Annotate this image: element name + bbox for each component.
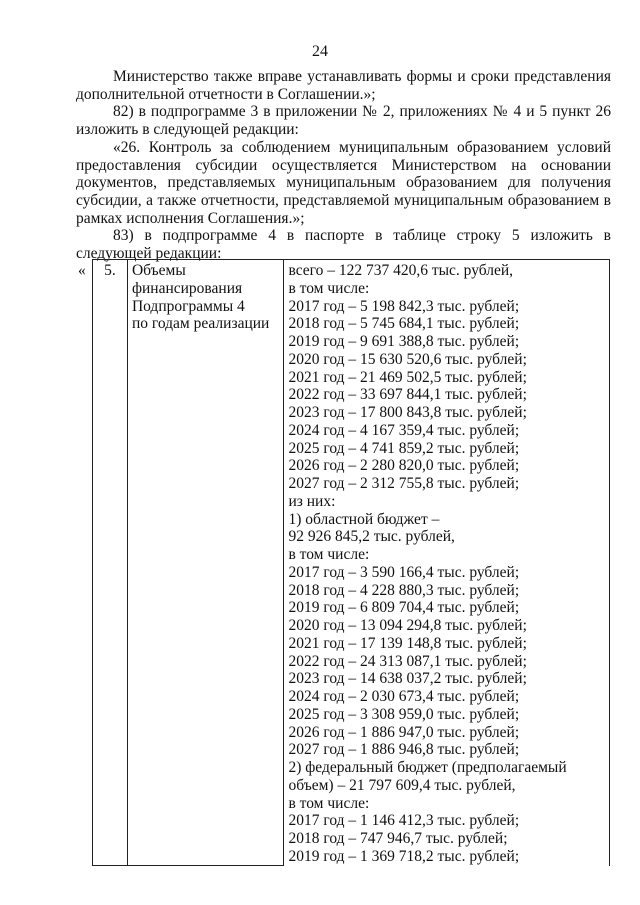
body-text [76,68,611,263]
row-value-cell [284,260,610,866]
value-line: объем) – 21 797 609,4 тыс. рублей, [288,776,516,794]
value-line: 2026 год – 1 886 947,0 тыс. рублей; [288,723,520,741]
value-line: 2022 год – 33 697 844,1 тыс. рублей; [288,386,527,404]
value-line: 2021 год – 21 469 502,5 тыс. рублей; [288,368,527,386]
value-line: 2019 год – 1 369 718,2 тыс. рублей; [288,847,520,865]
row-label-cell [127,260,284,866]
opening-quote-mark: « [78,262,86,279]
value-line: 2019 год – 6 809 704,4 тыс. рублей; [288,599,520,617]
value-line: 2020 год – 15 630 520,6 тыс. рублей; [288,350,527,368]
value-line: 2023 год – 17 800 843,8 тыс. рублей; [288,404,527,421]
label-line: Объемы [131,262,186,279]
value-line: 2018 год – 747 946,7 тыс. рублей; [288,830,508,847]
paragraph: 83) в подпрограмме 4 в паспорте в таблице строку 5 изложить в следующей редакции: [76,227,611,263]
label-line: Подпрограммы 4 [131,297,245,315]
label-line: по годам реализации [131,315,270,333]
paragraph: 82) в подпрограмме 3 в приложении № 2, приложениях № 4 и 5 пункт 26 изложить в следующей редакции: [76,103,611,139]
paragraph: «26. Контроль за соблюдением муниципальным образованием условий предоставления субсидии осуществляется Министерством на основании документов, представляемых муниципальным образованием для получения субсидии, а также отчетности, представляемой муниципальным образованием в рамках исполнения Соглашения.»; [76,138,611,227]
table-row [93,260,610,866]
value-line: 2025 год – 3 308 959,0 тыс. рублей; [288,705,520,723]
value-line: 2026 год – 2 280 820,0 тыс. рублей; [288,457,520,475]
value-line: 2017 год – 3 590 166,4 тыс. рублей; [288,563,520,581]
value-line: 2017 год – 5 198 842,3 тыс. рублей; [288,297,520,315]
value-line: в том числе: [288,546,370,563]
value-line: 2019 год – 9 691 388,8 тыс. рублей; [288,333,520,350]
value-line: 2020 год – 13 094 294,8 тыс. рублей; [288,617,527,634]
value-line: в том числе: [288,279,370,297]
subprogram-passport-table [92,259,610,866]
value-line: 2024 год – 2 030 673,4 тыс. рублей; [288,688,520,705]
value-line: 2) федеральный бюджет (предполагаемый [288,759,567,776]
paragraph: Министерство также вправе устанавливать формы и сроки представления дополнительной отчетности в Соглашении.»; [76,68,611,103]
value-line: 2023 год – 14 638 037,2 тыс. рублей; [288,670,527,688]
value-line: всего – 122 737 420,6 тыс. рублей, [288,262,514,279]
value-line: 2022 год – 24 313 087,1 тыс. рублей; [288,652,527,670]
value-line: 2027 год – 1 886 946,8 тыс. рублей; [288,741,520,759]
value-line: 2025 год – 4 741 859,2 тыс. рублей; [288,439,520,457]
row-number-cell: 5. [93,260,128,866]
label-line: финансирования [131,279,243,297]
value-line: из них: [288,492,336,510]
value-line: 2018 год – 4 228 880,3 тыс. рублей; [288,581,520,599]
value-line: 2018 год – 5 745 684,1 тыс. рублей; [288,315,520,333]
value-line: 1) областной бюджет – [288,510,440,528]
value-line: 2017 год – 1 146 412,3 тыс. рублей; [288,812,520,830]
page-number: 24 [312,43,328,60]
value-line: 2024 год – 4 167 359,4 тыс. рублей; [288,421,520,439]
value-line: 92 926 845,2 тыс. рублей, [288,528,455,546]
value-line: 2027 год – 2 312 755,8 тыс. рублей; [288,475,520,492]
value-line: 2021 год – 17 139 148,8 тыс. рублей; [288,634,527,652]
value-line: в том числе: [288,794,370,812]
